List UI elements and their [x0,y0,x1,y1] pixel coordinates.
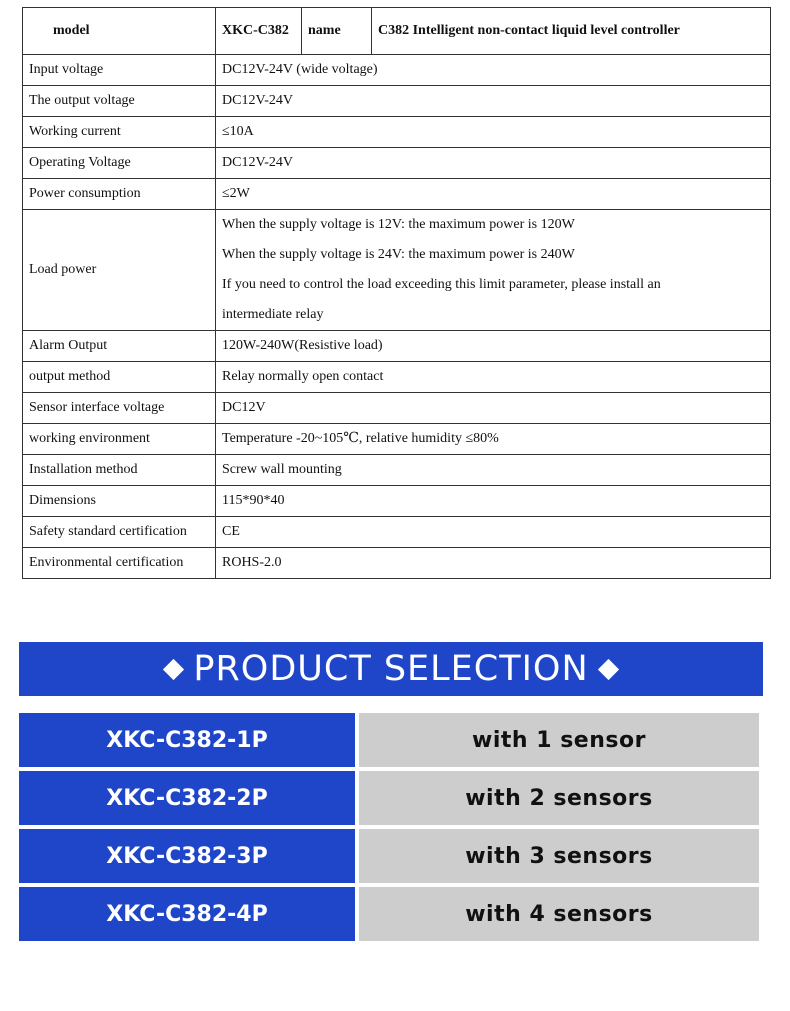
load-power-line: When the supply voltage is 24V: the maximum power is 240W [222,247,575,262]
spec-value: Temperature -20~105℃, relative humidity ≤80% [216,424,771,455]
spec-value: Relay normally open contact [216,362,771,393]
spec-value: DC12V-24V (wide voltage) [216,55,771,86]
diamond-icon [163,658,184,679]
spec-value: ROHS-2.0 [216,548,771,579]
spec-value: DC12V-24V [216,86,771,117]
spec-row [23,86,771,117]
spec-row-load-power [23,210,771,331]
model-label: model [23,8,216,55]
load-power-line: When the supply voltage is 12V: the maximum power is 120W [222,217,575,232]
spec-table [22,7,771,579]
diamond-icon [598,658,619,679]
selection-model: XKC-C382-3P [19,829,355,883]
spec-value-multiline [216,210,771,331]
spec-label: Operating Voltage [23,148,216,179]
selection-desc: with 1 sensor [359,713,759,767]
spec-label: Dimensions [23,486,216,517]
spec-value: 115*90*40 [216,486,771,517]
spec-label: Alarm Output [23,331,216,362]
spec-row [23,55,771,86]
spec-row [23,486,771,517]
spec-label: Input voltage [23,55,216,86]
selection-model: XKC-C382-4P [19,887,355,941]
spec-label: working environment [23,424,216,455]
selection-model: XKC-C382-2P [19,771,355,825]
selection-desc: with 4 sensors [359,887,759,941]
spec-row [23,331,771,362]
selection-desc: with 3 sensors [359,829,759,883]
name-label: name [302,8,372,55]
spec-label: Safety standard certification [23,517,216,548]
product-selection-banner [19,642,763,696]
spec-label: Load power [23,210,216,331]
spec-row [23,393,771,424]
spec-label: Environmental certification [23,548,216,579]
spec-value: DC12V [216,393,771,424]
spec-value: ≤10A [216,117,771,148]
spec-row [23,179,771,210]
selection-desc: with 2 sensors [359,771,759,825]
spec-row [23,148,771,179]
spec-row [23,362,771,393]
name-value: C382 Intelligent non-contact liquid level controller [372,8,771,55]
spec-value: DC12V-24V [216,148,771,179]
spec-value: 120W-240W(Resistive load) [216,331,771,362]
selection-row [19,829,759,883]
spec-header-row [23,8,771,55]
spec-row [23,424,771,455]
spec-row [23,455,771,486]
selection-row [19,713,759,767]
spec-value: Screw wall mounting [216,455,771,486]
spec-row [23,548,771,579]
spec-label: Installation method [23,455,216,486]
spec-row [23,517,771,548]
spec-label: Power consumption [23,179,216,210]
model-value: XKC-C382 [216,8,302,55]
selection-row [19,771,759,825]
spec-value: CE [216,517,771,548]
spec-value: ≤2W [216,179,771,210]
spec-label: output method [23,362,216,393]
spec-label: Working current [23,117,216,148]
load-power-line: intermediate relay [222,307,324,322]
spec-row [23,117,771,148]
load-power-line: If you need to control the load exceeding this limit parameter, please install an [222,277,661,292]
product-selection-title: PRODUCT SELECTION [193,649,589,689]
spec-label: Sensor interface voltage [23,393,216,424]
selection-model: XKC-C382-1P [19,713,355,767]
spec-label: The output voltage [23,86,216,117]
selection-row [19,887,759,941]
